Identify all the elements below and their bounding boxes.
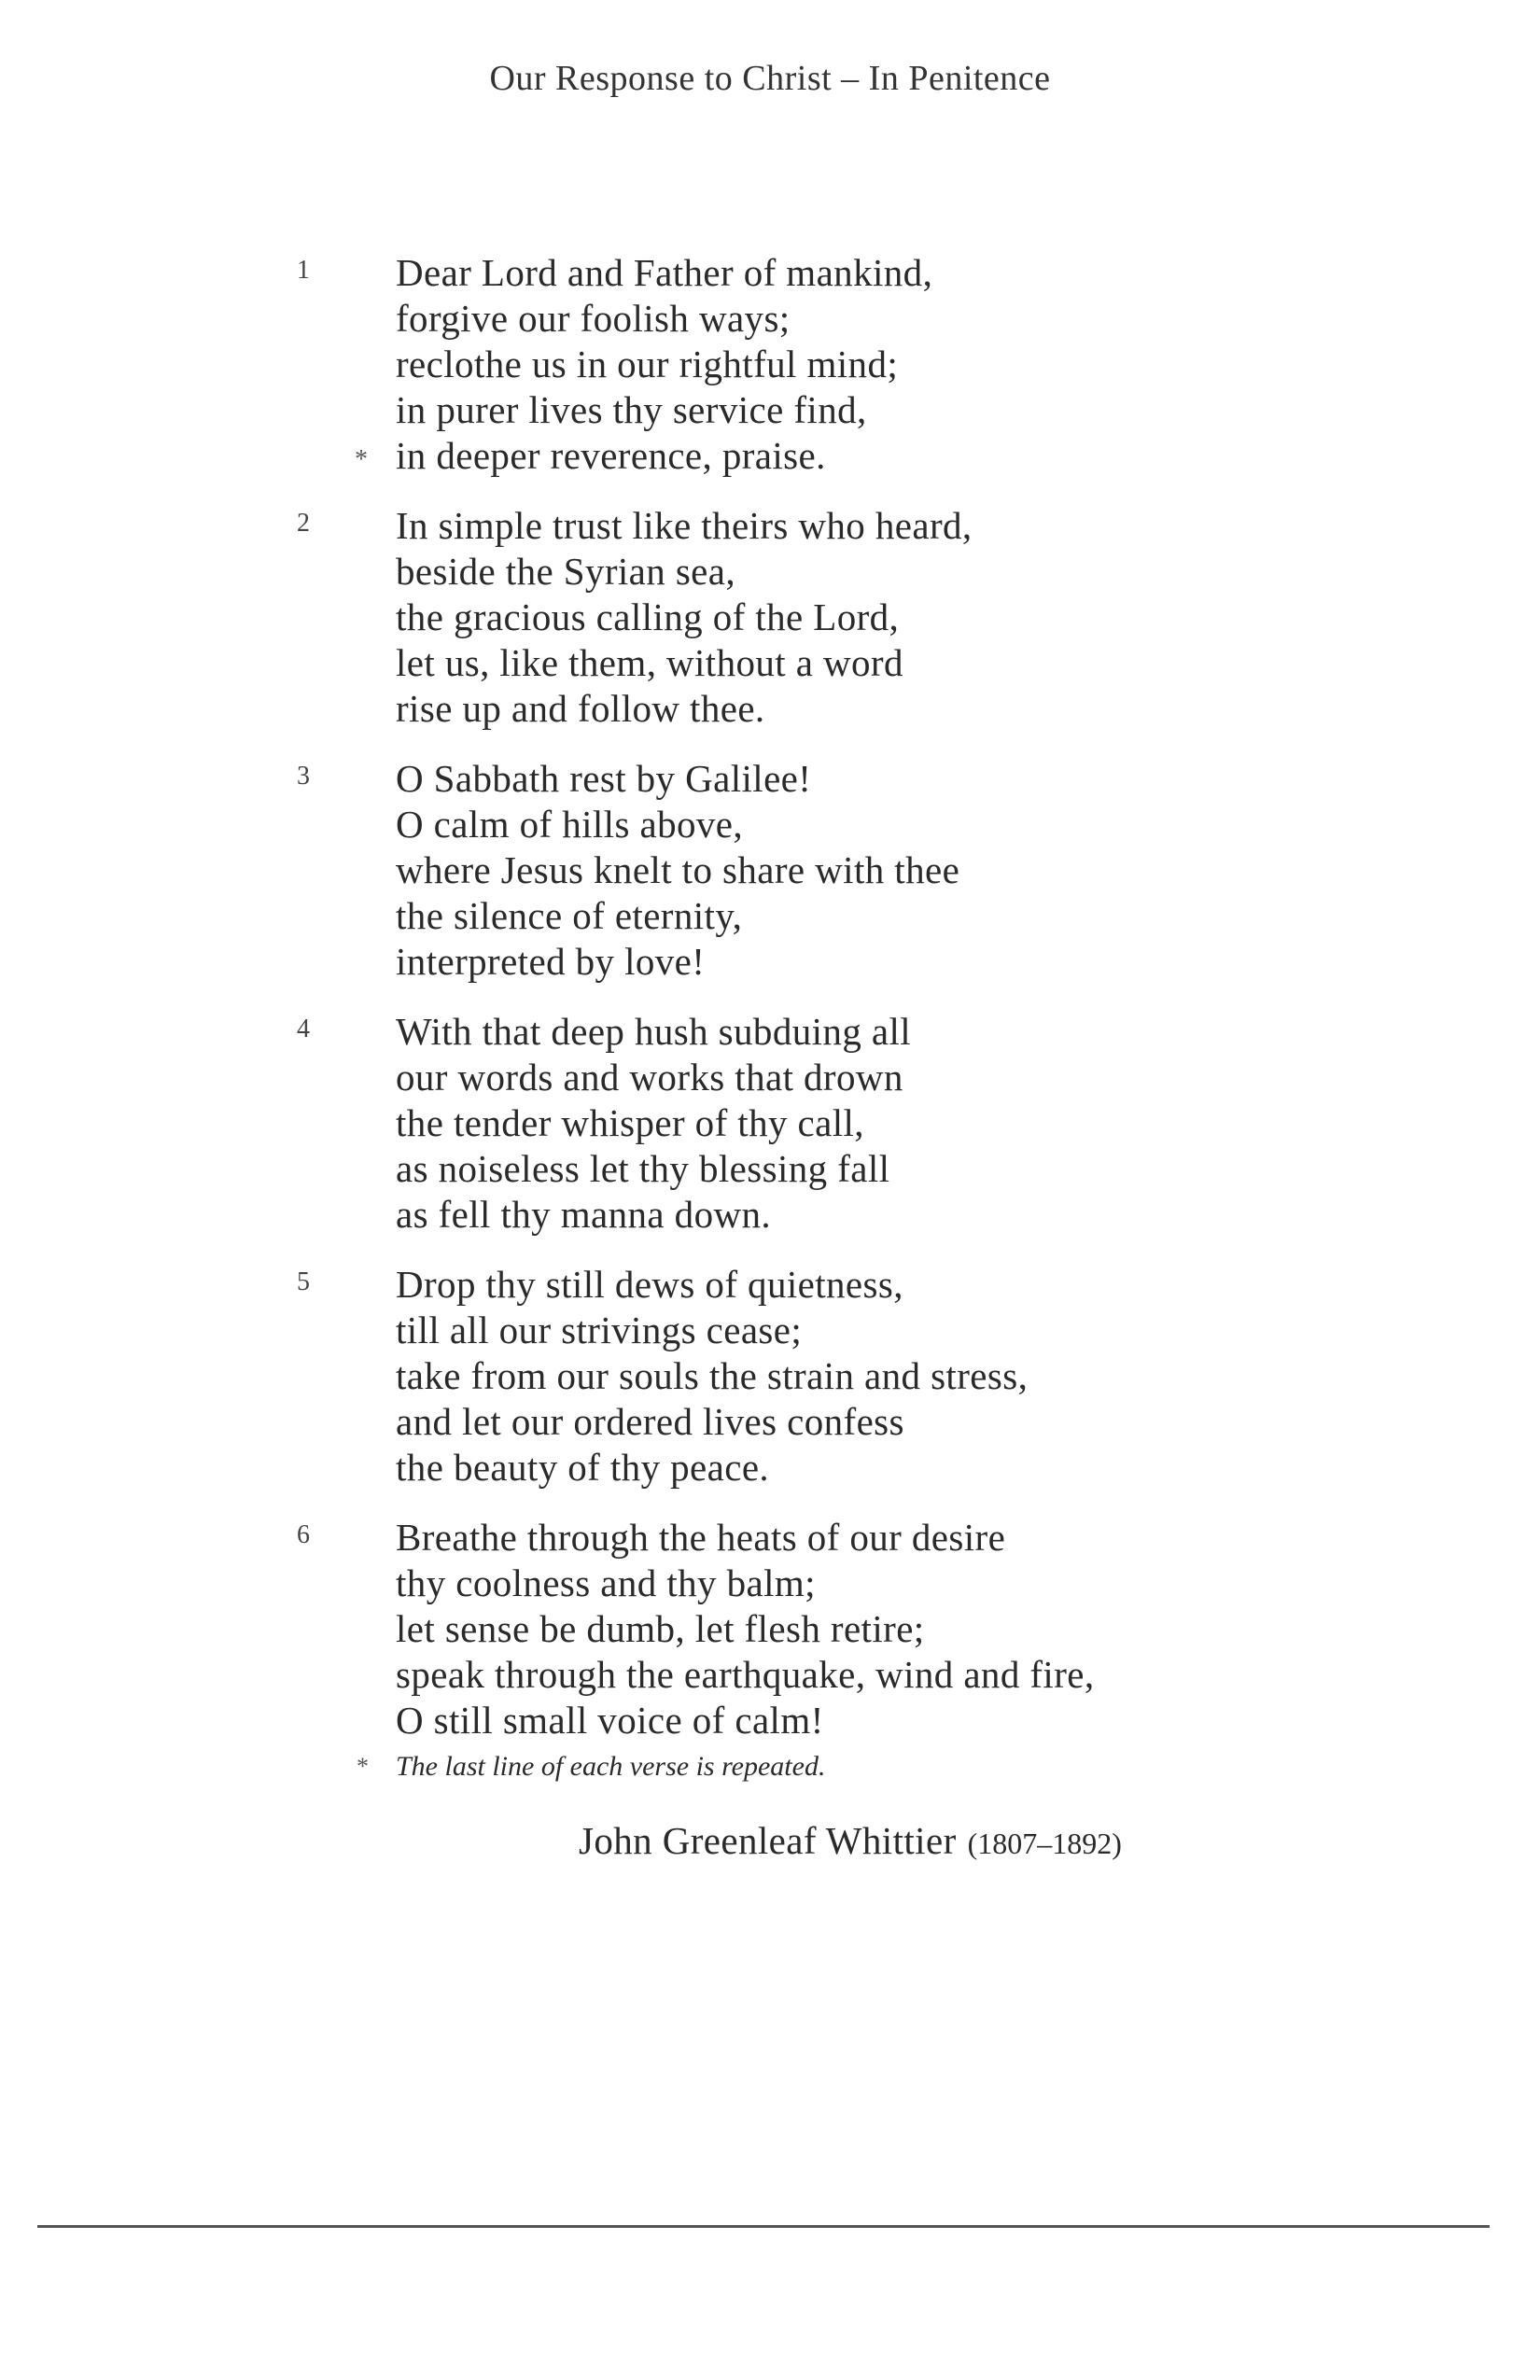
verse-number: 5 (297, 1267, 310, 1296)
verse-line: interpreted by love! (396, 940, 706, 983)
verse-line: In simple trust like theirs who heard, (396, 504, 973, 547)
verse-line: With that deep hush subduing all (396, 1010, 912, 1053)
verse-line: O calm of hills above, (396, 803, 744, 846)
verse-line: where Jesus knelt to share with thee (396, 848, 960, 891)
verse-line: Drop thy still dews of quietness, (396, 1263, 903, 1306)
verse-line: our words and works that drown (396, 1056, 903, 1099)
verse-line: the tender whisper of thy call, (396, 1101, 864, 1144)
verse-line: let sense be dumb, let flesh retire; (396, 1607, 925, 1650)
verse-6 (0, 1515, 1540, 1743)
verse-line: in purer lives thy service find, (396, 388, 867, 431)
verse-line: thy coolness and thy balm; (396, 1561, 816, 1604)
verse-line: forgive our foolish ways; (396, 297, 791, 340)
verse-line: O Sabbath rest by Galilee! (396, 757, 812, 800)
author-attribution (579, 1818, 1122, 1863)
page-header: Our Response to Christ – In Penitence (489, 59, 1051, 98)
verse-line: take from our souls the strain and stress, (396, 1354, 1029, 1397)
verse-line: O still small voice of calm! (396, 1699, 824, 1742)
verse-1 (0, 250, 1540, 479)
verse-line: rise up and follow thee. (396, 687, 765, 730)
verse-line (0, 433, 1540, 479)
verse-number: 3 (297, 762, 310, 791)
verse-line-text: in deeper reverence, praise. (396, 434, 826, 477)
verse-line: the gracious calling of the Lord, (396, 595, 900, 638)
verse-line: beside the Syrian sea, (396, 550, 736, 593)
verse-line: let us, like them, without a word (396, 641, 903, 684)
verse-number: 2 (297, 509, 310, 538)
author-dates: (1807–1892) (967, 1827, 1122, 1860)
footnote-text: The last line of each verse is repeated. (396, 1751, 826, 1782)
verse-line: Dear Lord and Father of mankind, (396, 251, 933, 294)
verse-3 (0, 756, 1540, 985)
bottom-rule (37, 2225, 1490, 2228)
verse-line: and let our ordered lives confess (396, 1400, 904, 1443)
verse-number: 4 (297, 1015, 310, 1043)
verse-line: Breathe through the heats of our desire (396, 1516, 1006, 1559)
verse-number: 1 (297, 256, 310, 285)
verse-line: the beauty of thy peace. (396, 1446, 770, 1489)
verse-line: till all our strivings cease; (396, 1309, 803, 1351)
verse-number: 6 (297, 1520, 310, 1549)
repeat-asterisk: * (355, 445, 369, 474)
author-name: John Greenleaf Whittier (579, 1819, 957, 1862)
verse-4 (0, 1009, 1540, 1238)
footnote-asterisk: * (357, 1753, 369, 1780)
verse-line: reclothe us in our rightful mind; (396, 343, 899, 385)
verse-line: speak through the earthquake, wind and fire, (396, 1653, 1095, 1696)
verse-5 (0, 1262, 1540, 1491)
verse-2 (0, 503, 1540, 732)
verse-line: as noiseless let thy blessing fall (396, 1147, 890, 1190)
verse-line: as fell thy manna down. (396, 1193, 772, 1236)
verse-line: the silence of eternity, (396, 894, 743, 937)
hymn-text (0, 250, 1540, 1768)
